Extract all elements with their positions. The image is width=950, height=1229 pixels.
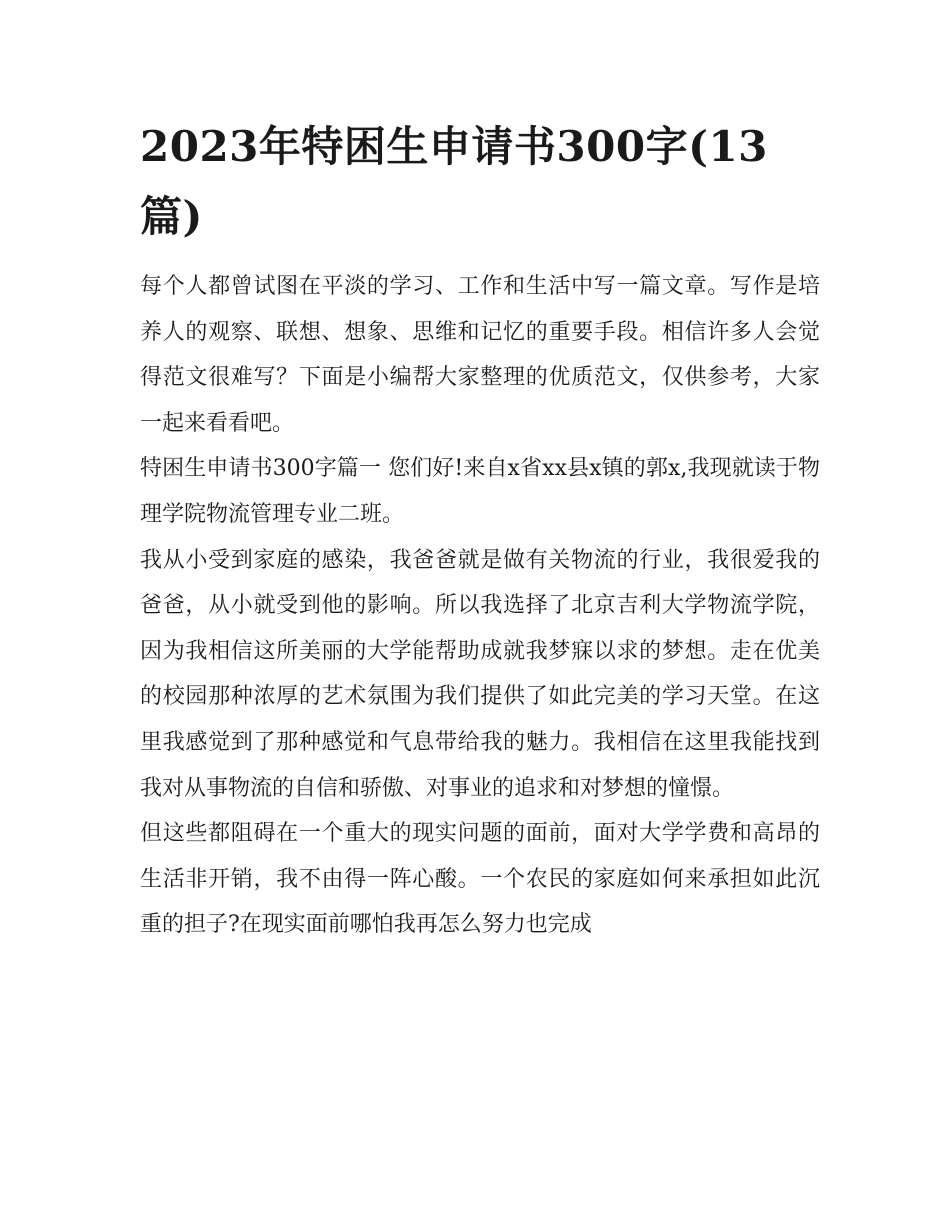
paragraph-background: 我从小受到家庭的感染，我爸爸就是做有关物流的行业，我很爱我的爸爸，从小就受到他的影响。所以我选择了北京吉利大学物流学院，因为我相信这所美丽的大学能帮助成就我梦寐以求的梦想。走在优美的校园那种浓厚的艺术氛围为我们提供了如此完美的学习天堂。在这里我感觉到了那种感觉和气息带给我的魅力。我相信在这里我能找到我对从事物流的自信和骄傲、对事业的追求和对梦想的憧憬。 <box>140 547 820 801</box>
document-body <box>140 112 820 948</box>
paragraph-hardship: 但这些都阻碍在一个重大的现实问题的面前，面对大学学费和高昂的生活非开销，我不由得一阵心酸。一个农民的家庭如何来承担如此沉重的担子?在现实面前哪怕我再怎么努力也完成 <box>140 821 820 938</box>
document-title: 2023年特困生申请书300字(13篇) <box>140 122 768 241</box>
paragraph-greeting: 特困生申请书300字篇一 您们好!来自x省xx县x镇的郭x,我现就读于物理学院物流管理专业二班。 <box>140 456 820 527</box>
paragraph-intro: 每个人都曾试图在平淡的学习、工作和生活中写一篇文章。写作是培养人的观察、联想、想象、思维和记忆的重要手段。相信许多人会觉得范文很难写？下面是小编帮大家整理的优质范文，仅供参考，大家一起来看看吧。 <box>140 274 820 436</box>
